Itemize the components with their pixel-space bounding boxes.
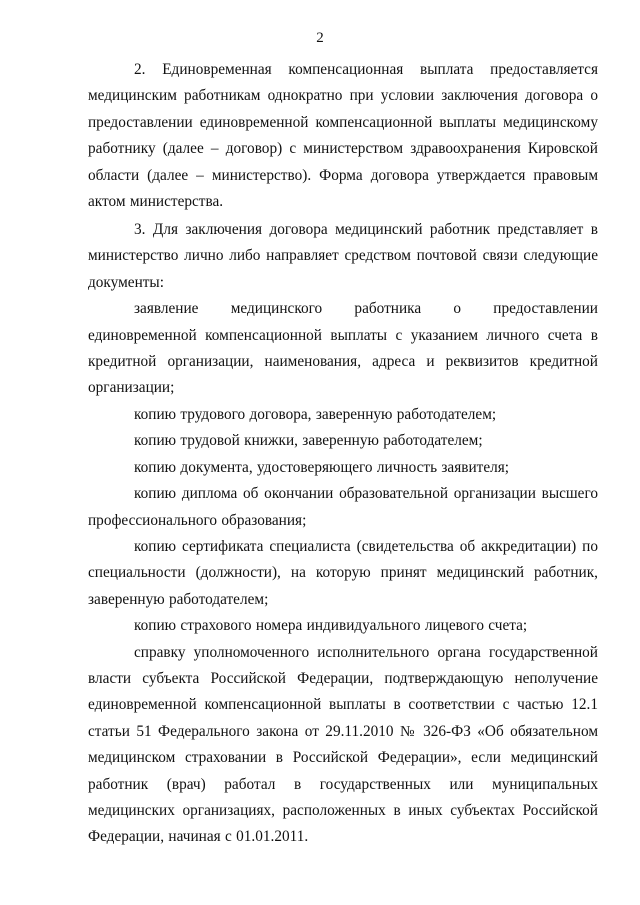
document-list-item-work-record-book: копию трудовой книжки, заверенную работодателем;: [134, 432, 483, 450]
document-body: [88, 57, 598, 851]
page-number: 2: [316, 30, 324, 46]
document-list-item-employment-contract: копию трудового договора, заверенную работодателем;: [134, 405, 497, 423]
document-list-item-identity-document: копию документа, удостоверяющего личность заявителя;: [134, 458, 510, 476]
document-list-item-certificate-of-non-receipt: справку уполномоченного исполнительного органа государственной власти субъекта Российской Федерации, подтверждающую неполучение единовременной компенсационной выплаты в соответствии с частью 12.1 статьи 51 Федерального закона от 29.11.2010 № 326-ФЗ «Об обязательном медицинском страховании в Российской Федерации», если медицинский работник (врач) работал в государственных или муниципальных медицинских организациях, расположенных в иных субъектах Российской Федерации, начиная с 01.01.2011.: [88, 643, 598, 846]
paragraph-item-3: 3. Для заключения договора медицинский работник представляет в министерство лично либо направляет средством почтовой связи следующие документы:: [88, 221, 598, 291]
document-list-item-application: заявление медицинского работника о предоставлении единовременной компенсационной выплаты с указанием личного счета в кредитной организации, наименования, адреса и реквизитов кредитной организации;: [88, 300, 598, 397]
document-list-item-insurance-number: копию страхового номера индивидуального лицевого счета;: [134, 617, 528, 635]
document-list-item-specialist-certificate: копию сертификата специалиста (свидетельства об аккредитации) по специальности (должности), на которую принят медицинский работник, заверенную работодателем;: [88, 537, 598, 608]
document-list-item-diploma: копию диплома об окончании образовательной организации высшего профессионального образования;: [88, 485, 598, 529]
paragraph-item-2: 2. Единовременная компенсационная выплата предоставляется медицинским работникам однократно при условии заключения договора о предоставлении единовременной компенсационной выплаты медицинскому работнику (далее – договор) с министерством здравоохранения Кировской области (далее – министерство). Форма договора утверждается правовым актом министерства.: [88, 61, 598, 211]
